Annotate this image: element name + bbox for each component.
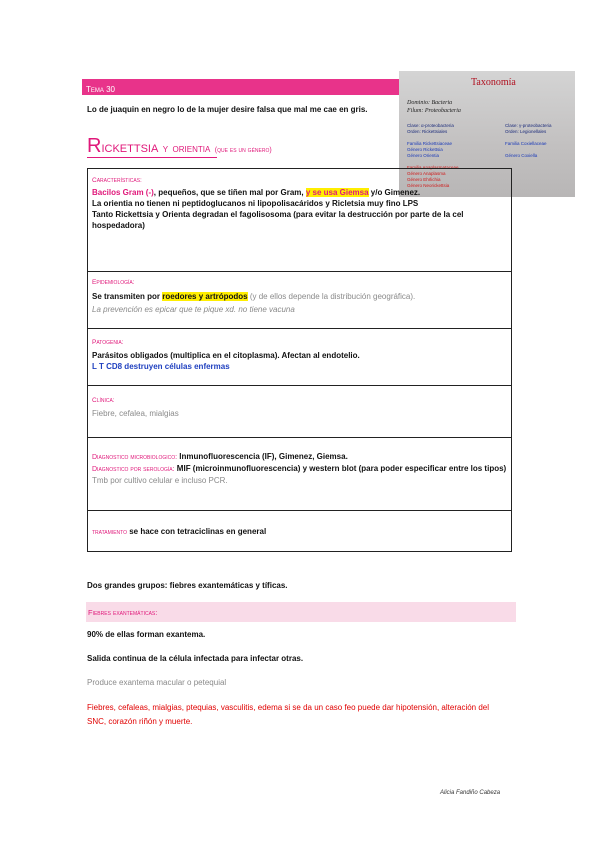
taxonomy-entry: Orden: Rickettsiales (407, 129, 448, 134)
taxonomy-entry: Género Anaplasma (407, 171, 446, 176)
fiebres-label: Fiebres exantemáticas: (88, 608, 158, 617)
taxonomy-title: Taxonomía (471, 77, 516, 88)
epidemiologia-label: Epidemiología: (92, 279, 135, 286)
taxonomy-entry: Género Orientia (407, 153, 440, 158)
section-patogenia (88, 328, 511, 385)
taxonomy-entry: Familia Rickettsiaceae (407, 141, 453, 146)
epidemiologia-text: Se transmiten por roedores y artrópodos (y de ellos depende la distribución geográfica). (92, 292, 416, 301)
taxonomy-domain: Dominio: Bacteria (407, 100, 453, 106)
summary-table (87, 168, 512, 552)
taxonomy-entry: Familia Anaplasmataceae (407, 165, 459, 170)
taxonomy-entry: Clase: α-proteobacteria (407, 123, 454, 128)
section-epidemiologia (88, 271, 511, 328)
taxonomy-column-gamma (505, 123, 552, 159)
tratamiento-text: tratamiento se hace con tetraciclinas en general (92, 527, 267, 536)
author-footer: Alicia Fandiño Cabeza (440, 790, 501, 796)
taxonomy-entry: Clase: γ-proteobacteria (505, 123, 552, 128)
fiebres-header-bar (86, 602, 516, 622)
caracteristicas-line2: La orientia no tienen ni peptidoglucanos ni lipopolisacáridos y Ricletsia muy fino LPS (92, 199, 419, 208)
epidemiologia-note: La prevención es epicar que te pique xd. no tiene vacuna (92, 305, 295, 314)
paragraph-salida: Salida continua de la célula infectada para infectar otras. (87, 654, 304, 663)
taxonomy-entry: Familia Coxiellaceae (505, 141, 547, 146)
title-orientia: orientia (172, 141, 211, 155)
taxonomy-phylum: Filum: Proteobacteria (407, 108, 461, 114)
patogenia-label: Patogenia: (92, 339, 124, 346)
clinica-text: Fiebre, cefalea, mialgias (92, 409, 179, 418)
taxonomy-entry: Género Ehrlichia (407, 177, 441, 182)
section-diagnostico (88, 437, 511, 510)
diagnostico-cultivo: Tmb por cultivo celular e incluso PCR. (92, 476, 228, 485)
title-underline (87, 157, 217, 158)
caracteristicas-label: Características: (92, 177, 142, 184)
caracteristicas-line3: Tanto Rickettsia y Orienta degradan el fagolisosoma (para evitar la destrucción por parte de la cel hospedadora) (92, 210, 464, 230)
section-caracteristicas (88, 169, 511, 271)
clinica-label: Clínica: (92, 397, 115, 404)
paragraph-sintomas: Fiebres, cefaleas, mialgias, ptequias, vasculitis, edema si se da un caso feo puede dar hipotensión, alteración del SNC, corazón riñón y muerte. (87, 703, 490, 726)
patogenia-line2: L T CD8 destruyen células enfermas (92, 362, 230, 371)
taxonomy-entry: Género Rickettsia (407, 147, 443, 152)
title-y: y (162, 141, 169, 155)
title-rickettsia: ickettsia (101, 139, 159, 156)
taxonomy-entry: Género Coxiella (505, 153, 538, 158)
intro-note: Lo de juaquin en negro lo de la mujer desire falsa que mal me cae en gris. (87, 105, 368, 114)
section-tratamiento (88, 510, 511, 552)
paragraph-macular: Produce exantema macular o petequial (87, 678, 227, 687)
section-clinica (88, 385, 511, 437)
topic-header-bar (82, 79, 405, 95)
groups-text: Dos grandes grupos: fiebres exantemáticas y tíficas. (87, 581, 288, 590)
topic-number: Tema 30 (86, 85, 116, 94)
page-title: Rickettsia y orientia (que es un género) (87, 135, 272, 157)
diagnostico-serologia: Diagnostico por serología: MIF (microinmunofluorescencia) y western blot (para poder especificar entre los tipos) (92, 464, 507, 473)
diagnostico-micro: Diagnostico microbiologico: Inmunofluorescencia (IF), Gimenez, Giemsa. (92, 452, 348, 461)
patogenia-line1: Parásitos obligados (multiplica en el citoplasma). Afectan al endotelio. (92, 351, 360, 360)
taxonomy-entry: Orden: Legionellales (505, 129, 547, 134)
paragraph-exantema: 90% de ellas forman exantema. (87, 630, 206, 639)
taxonomy-entry: Género Neorickettsia (407, 183, 450, 188)
title-note: (que es un género) (214, 147, 272, 154)
caracteristicas-line1: Bacilos Gram (-), pequeños, que se tiñen mal por Gram, y se usa Giemsa y/o Gimenez. (92, 188, 421, 197)
